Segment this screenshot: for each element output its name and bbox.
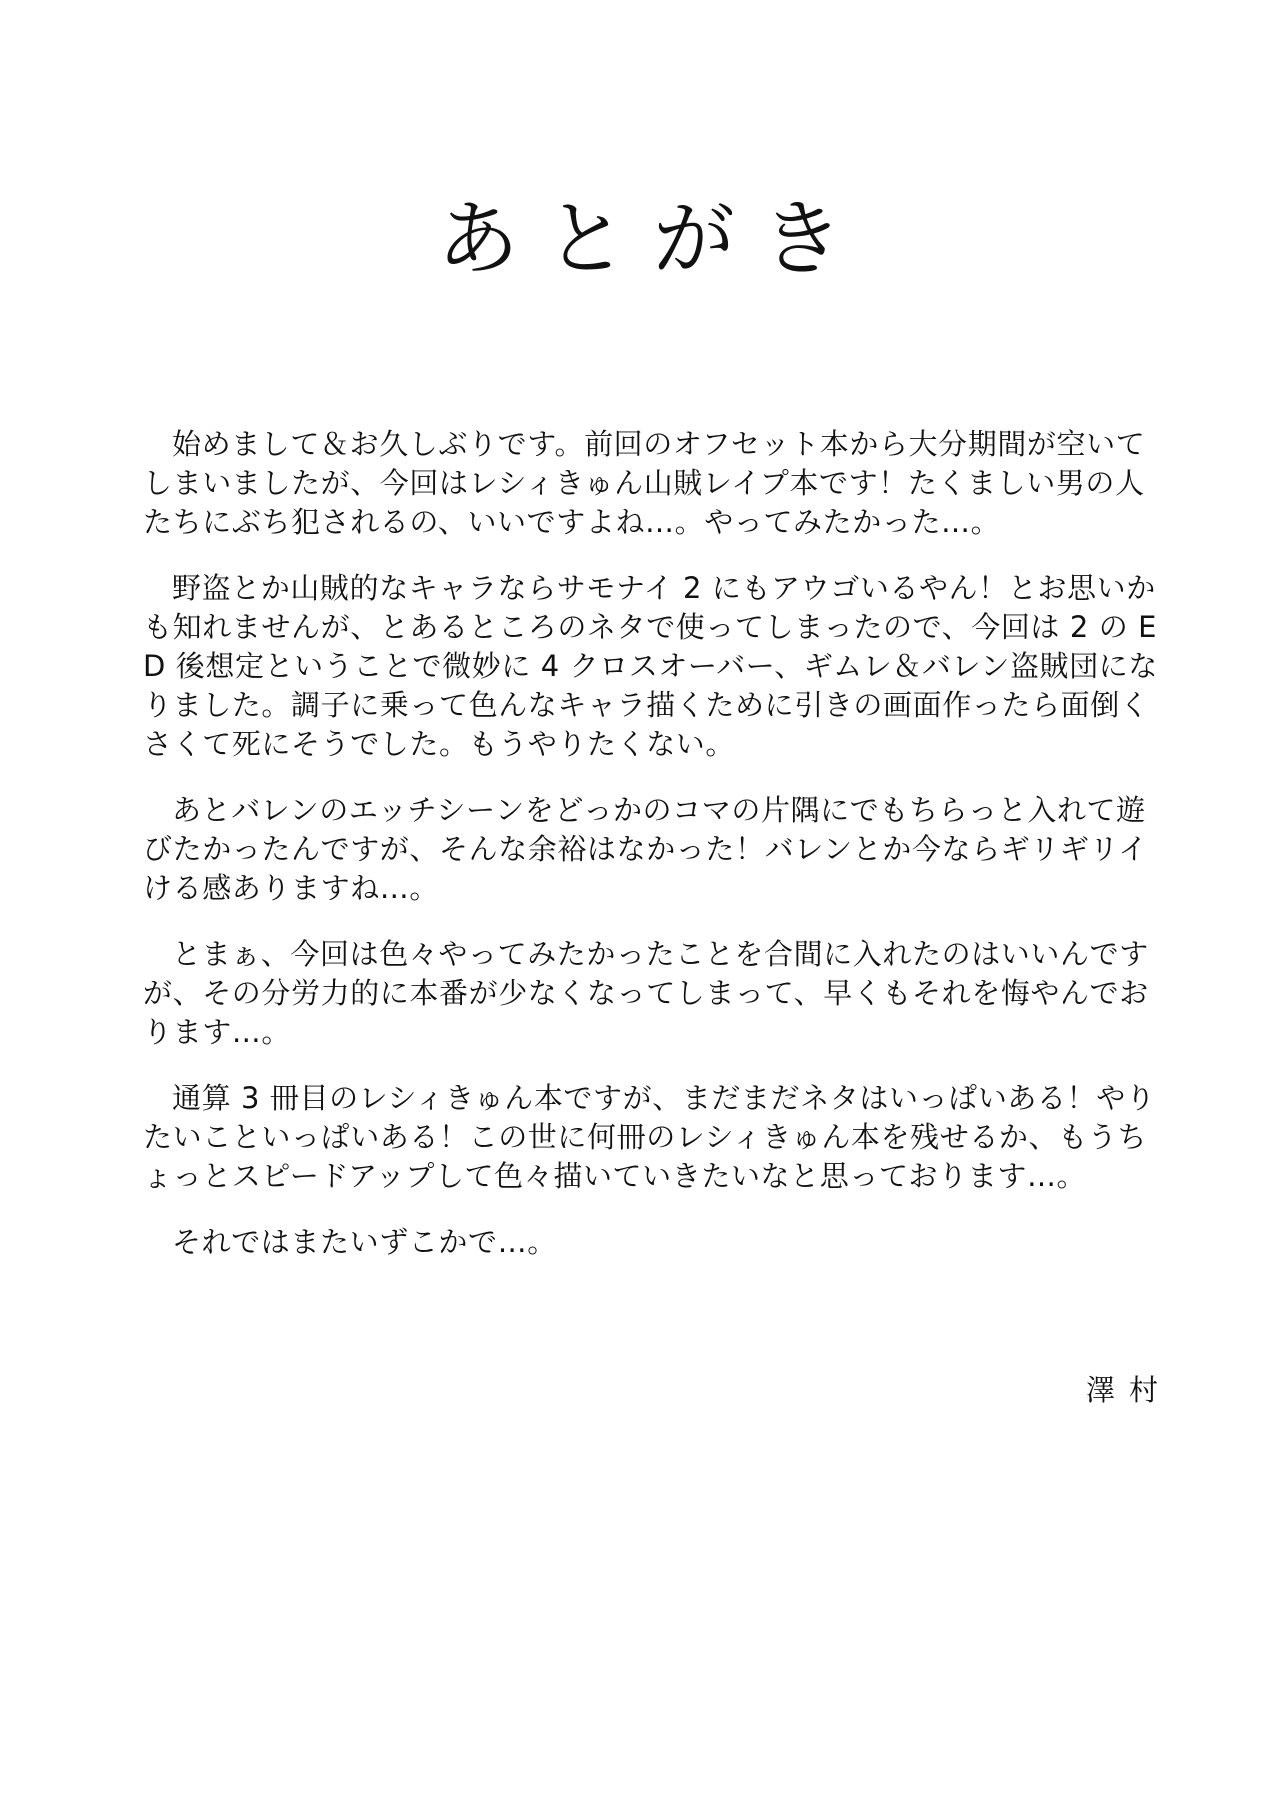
paragraph-5: 通算 3 冊目のレシィきゅん本ですが、まだまだネタはいっぱいある！やりたいこといっぱいある！この世に何冊のレシィきゅん本を残せるか、もうちょっとスピードアップして色々描いていきたいなと思っております…。	[143, 1081, 1156, 1193]
page-title: あとがき	[436, 192, 869, 287]
paragraph-1: 始めまして＆お久しぶりです。前回のオフセット本から大分期間が空いてしまいましたが、今回はレシィきゅん山賊レイプ本です！たくましい男の人たちにぶち犯されるの、いいですよね…。やってみたかった…。	[143, 427, 1146, 539]
paragraph-6: それではまたいずこかで…。	[172, 1225, 557, 1259]
paragraph-2: 野盗とか山賊的なキャラならサモナイ 2 にもアウゴいるやん！とお思いかも知れませんが、とあるところのネタで使ってしまったので、今回は 2 の ED 後想定ということで微妙に 4 クロスオーバー、ギムレ＆バレン盗賊団になりました。調子に乗って色んなキャラ描くために引きの画面作ったら面倒くさくて死にそうでした。もうやりたくない。	[143, 571, 1159, 761]
author-signature: 澤村	[1085, 1373, 1172, 1407]
paragraph-4: とまぁ、今回は色々やってみたかったことを合間に入れたのはいいんですが、その分労力的に本番が少なくなってしまって、早くもそれを悔やんでおります…。	[143, 937, 1149, 1049]
paragraph-3: あとバレンのエッチシーンをどっかのコマの片隅にでもちらっと入れて遊びたかったんですが、そんな余裕はなかった！バレンとか今ならギリギリイける感ありますね…。	[143, 793, 1148, 905]
afterword-body	[143, 425, 1173, 1289]
